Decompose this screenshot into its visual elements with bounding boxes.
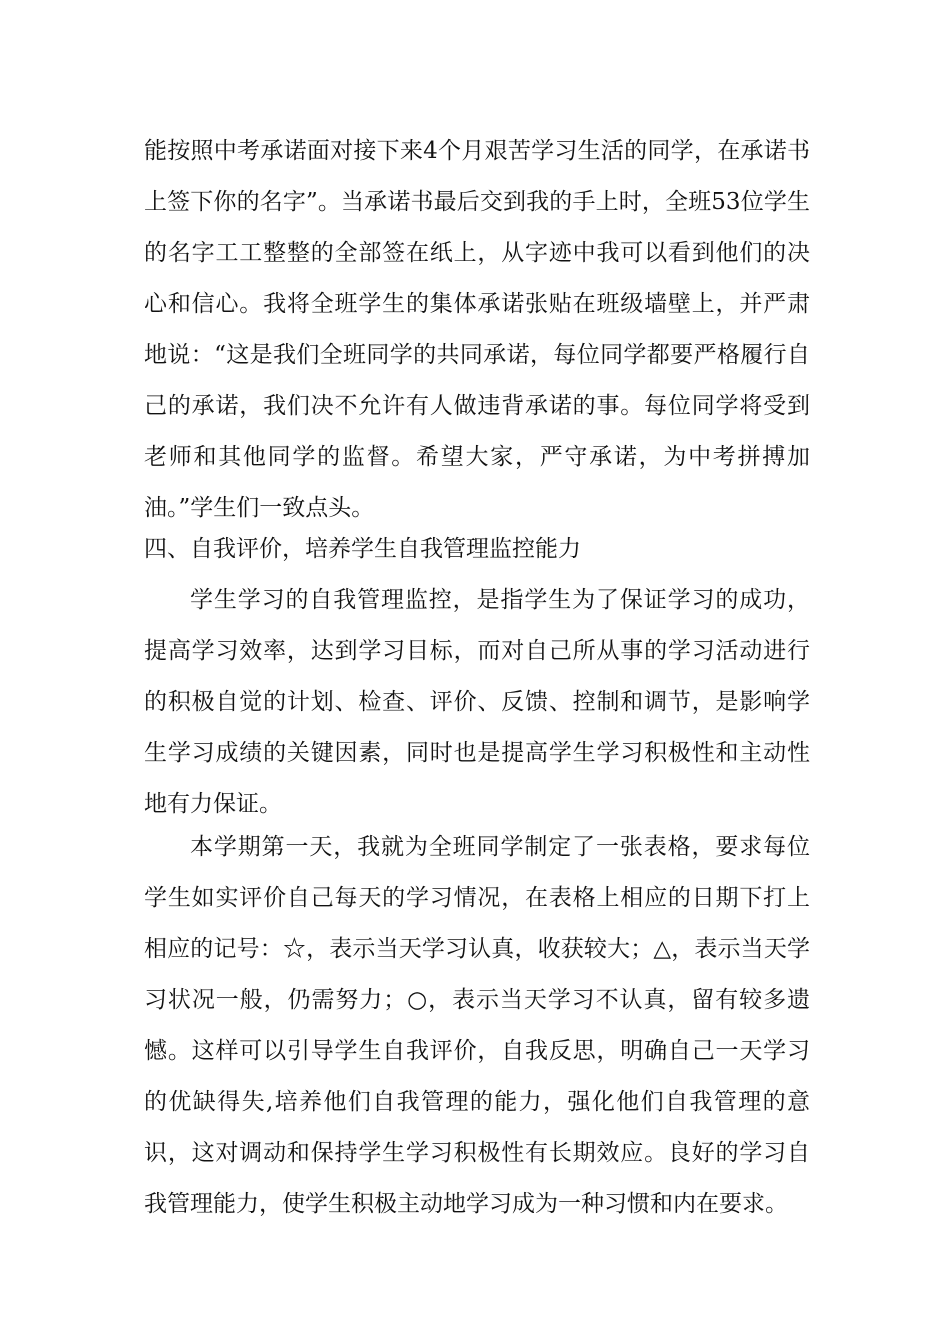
body-text-block: [144, 575, 810, 830]
section-heading: 四、自我评价，培养学生自我管理监控能力: [144, 536, 581, 562]
paragraph-self-monitoring: 学生学习的自我管理监控，是指学生为了保证学习的成功，提高学习效率，达到学习目标，而对自己所从事的学习活动进行的积极自觉的计划、检查、评价、反馈、控制和调节，是影响学生学习成绩的关键因素，同时也是提高学生学习积极性和主动性地有力保证。: [144, 587, 810, 817]
section-heading-block: [144, 524, 810, 575]
paragraph-continued: 能按照中考承诺面对接下来4个月艰苦学习生活的同学，在承诺书上签下你的名字”。当承诺书最后交到我的手上时，全班53位学生的名字工工整整的全部签在纸上，从字迹中我可以看到他们的决心和信心。我将全班学生的集体承诺张贴在班级墙壁上，并严肃地说：“这是我们全班同学的共同承诺，每位同学都要严格履行自己的承诺，我们决不允许有人做违背承诺的事。每位同学将受到老师和其他同学的监督。希望大家，严守承诺，为中考拼搏加油。”学生们一致点头。: [144, 138, 810, 521]
paragraph-evaluation-table: 本学期第一天，我就为全班同学制定了一张表格，要求每位学生如实评价自己每天的学习情况，在表格上相应的日期下打上相应的记号：☆，表示当天学习认真，收获较大；△，表示当天学习状况一般，仍需努力；○，表示当天学习不认真，留有较多遗憾。这样可以引导学生自我评价，自我反思，明确自己一天学习的优缺得失,培养他们自我管理的能力，强化他们自我管理的意识，这对调动和保持学生学习积极性有长期效应。良好的学习自我管理能力，使学生积极主动地学习成为一种习惯和内在要求。: [144, 834, 810, 1217]
body-text-block: [144, 126, 810, 534]
body-text-block: [144, 822, 810, 1230]
